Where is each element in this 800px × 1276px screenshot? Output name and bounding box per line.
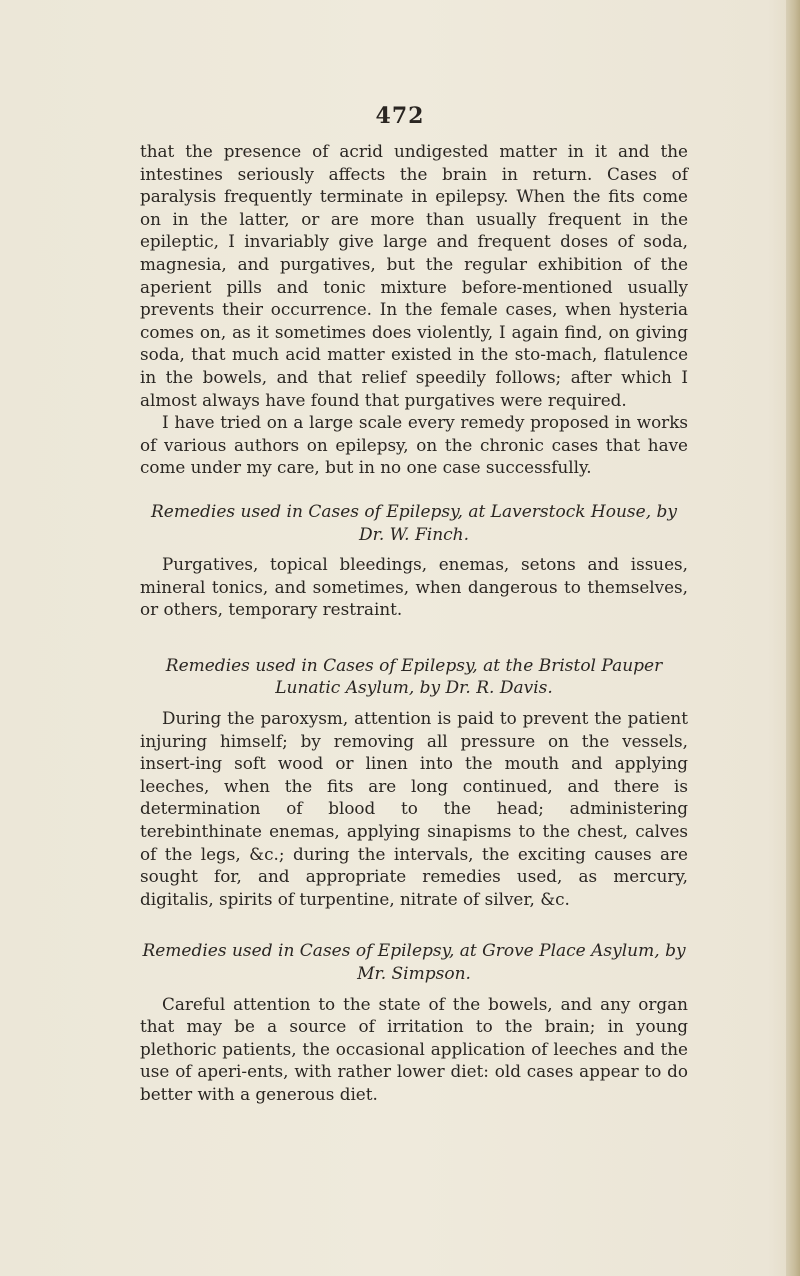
paragraph-remedies-tried: I have tried on a large scale every remedy proposed in works of various authors on epilepsy, on the chronic cases that have come under my care, but in no one case successfully. — [140, 412, 688, 478]
page-body — [140, 140, 688, 1106]
section-heading-laverstock: Remedies used in Cases of Epilepsy, at Laverstock House, by Dr. W. Finch. — [150, 501, 678, 545]
page-number: 472 — [375, 103, 425, 129]
section-heading-bristol: Remedies used in Cases of Epilepsy, at the Bristol Pauper Lunatic Asylum, by Dr. R. Davis. — [165, 655, 663, 699]
paragraph-bristol: During the paroxysm, attention is paid to prevent the patient injuring himself; by removing all pressure on the vessels, insert-ing soft wood or linen into the mouth and applying leeches, when the fits are long continued, and there is determination of blood to the head; administering terebinthinate enemas, applying sinapisms to the chest, calves of the legs, &c.; during the intervals, the exciting causes are sought for, and appropriate remedies used, as mercury, digitalis, spirits of turpentine, nitrate of silver, &c. — [140, 708, 688, 909]
section-heading-grove-place: Remedies used in Cases of Epilepsy, at Grove Place Asylum, by Mr. Simpson. — [142, 941, 686, 984]
page-edge — [786, 0, 800, 1276]
paragraph-grove-place: Careful attention to the state of the bowels, and any organ that may be a source of irritation to the brain; in young plethoric patients, the occasional application of leeches and the use of aperi-ents, with rather lower diet: old cases appear to do better with a generous diet. — [140, 993, 688, 1104]
paragraph-continuation: that the presence of acrid undigested matter in it and the intestines seriously affects the brain in return. Cases of paralysis frequently terminate in epilepsy. When the fits come on in the latter, or are more than usually frequent in the epileptic, I invariably give large and frequent doses of soda, magnesia, and purgatives, but the regular exhibition of the aperient pills and tonic mixture before-mentioned usually prevents their occurrence. In the female cases, when hysteria comes on, as it sometimes does violently, I again find, on giving soda, that much acid matter existed in the sto-mach, flatulence in the bowels, and that relief speedily follows; after which I almost always have found that purgatives were required. — [140, 141, 688, 410]
paragraph-laverstock: Purgatives, topical bleedings, enemas, setons and issues, mineral tonics, and sometimes, when dangerous to themselves, or others, temporary restraint. — [140, 554, 688, 620]
